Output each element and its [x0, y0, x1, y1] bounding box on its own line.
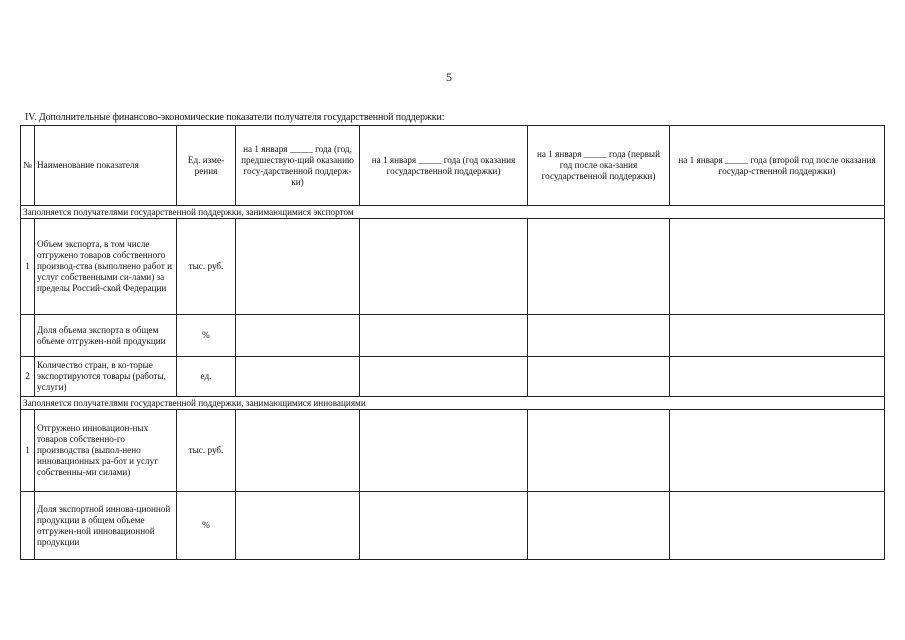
value-cell[interactable]	[360, 410, 528, 492]
unit-cell: %	[177, 492, 236, 560]
page-number: 5	[446, 70, 452, 84]
value-cell[interactable]	[528, 357, 670, 397]
value-cell[interactable]	[360, 315, 528, 357]
section-row-export	[21, 206, 885, 219]
value-cell[interactable]	[670, 315, 885, 357]
value-cell[interactable]	[236, 219, 360, 315]
value-cell[interactable]	[236, 315, 360, 357]
table-row	[21, 219, 885, 315]
value-cell[interactable]	[360, 492, 528, 560]
section-label-innovation: Заполняется получателями государственной поддержки, занимающимися инновациями	[21, 397, 885, 410]
header-year-support: на 1 января _____ года (год оказания государственной поддержки)	[360, 126, 528, 206]
value-cell[interactable]	[236, 492, 360, 560]
indicator-name: Отгружено инновацион-ных товаров собственно-го производства (выпол-нено инновационных ра-бот и услуг собственны-ми силами)	[35, 410, 177, 492]
row-number	[21, 315, 35, 357]
indicator-name: Объем экспорта, в том числе отгружено товаров собственного производ-ства (выполнено работ и услуг собственными си-лами) за пределы Россий-ской Федерации	[35, 219, 177, 315]
header-year-after-1: на 1 января _____ года (первый год после ока-зания государственной поддержки)	[528, 126, 670, 206]
table-row	[21, 492, 885, 560]
value-cell[interactable]	[528, 219, 670, 315]
value-cell[interactable]	[670, 219, 885, 315]
value-cell[interactable]	[670, 492, 885, 560]
unit-cell: тыс. руб.	[177, 219, 236, 315]
value-cell[interactable]	[360, 219, 528, 315]
value-cell[interactable]	[670, 410, 885, 492]
header-year-after-2: на 1 января _____ года (второй год после оказания государ-ственной поддержки)	[670, 126, 885, 206]
section-title: IV. Дополнительные финансово-экономические показатели получателя государственной поддержки:	[25, 112, 445, 123]
unit-cell: %	[177, 315, 236, 357]
value-cell[interactable]	[528, 492, 670, 560]
unit-cell: ед.	[177, 357, 236, 397]
value-cell[interactable]	[528, 315, 670, 357]
row-number	[21, 492, 35, 560]
indicator-name: Доля экспортной иннова-ционной продукции в общем объеме отгружен-ной инновационной продукции	[35, 492, 177, 560]
header-name: Наименование показателя	[35, 126, 177, 206]
section-label-export: Заполняется получателями государственной поддержки, занимающимися экспортом	[21, 206, 885, 219]
value-cell[interactable]	[236, 410, 360, 492]
header-num: №	[21, 126, 35, 206]
section-row-innovation	[21, 397, 885, 410]
indicator-name: Доля объема экспорта в общем объеме отгружен-ной продукции	[35, 315, 177, 357]
value-cell[interactable]	[670, 357, 885, 397]
table-row	[21, 410, 885, 492]
row-number: 1	[21, 219, 35, 315]
header-unit: Ед. изме-рения	[177, 126, 236, 206]
value-cell[interactable]	[528, 410, 670, 492]
value-cell[interactable]	[360, 357, 528, 397]
table-row	[21, 357, 885, 397]
row-number: 2	[21, 357, 35, 397]
row-number: 1	[21, 410, 35, 492]
header-row	[21, 126, 885, 206]
table-row	[21, 315, 885, 357]
indicator-name: Количество стран, в ко-торые экспортируются товары (работы, услуги)	[35, 357, 177, 397]
value-cell[interactable]	[236, 357, 360, 397]
indicators-table	[20, 125, 885, 560]
header-year-before: на 1 января _____ года (год, предшествую-щий оказанию госу-дарственной поддерж-ки)	[236, 126, 360, 206]
unit-cell: тыс. руб.	[177, 410, 236, 492]
